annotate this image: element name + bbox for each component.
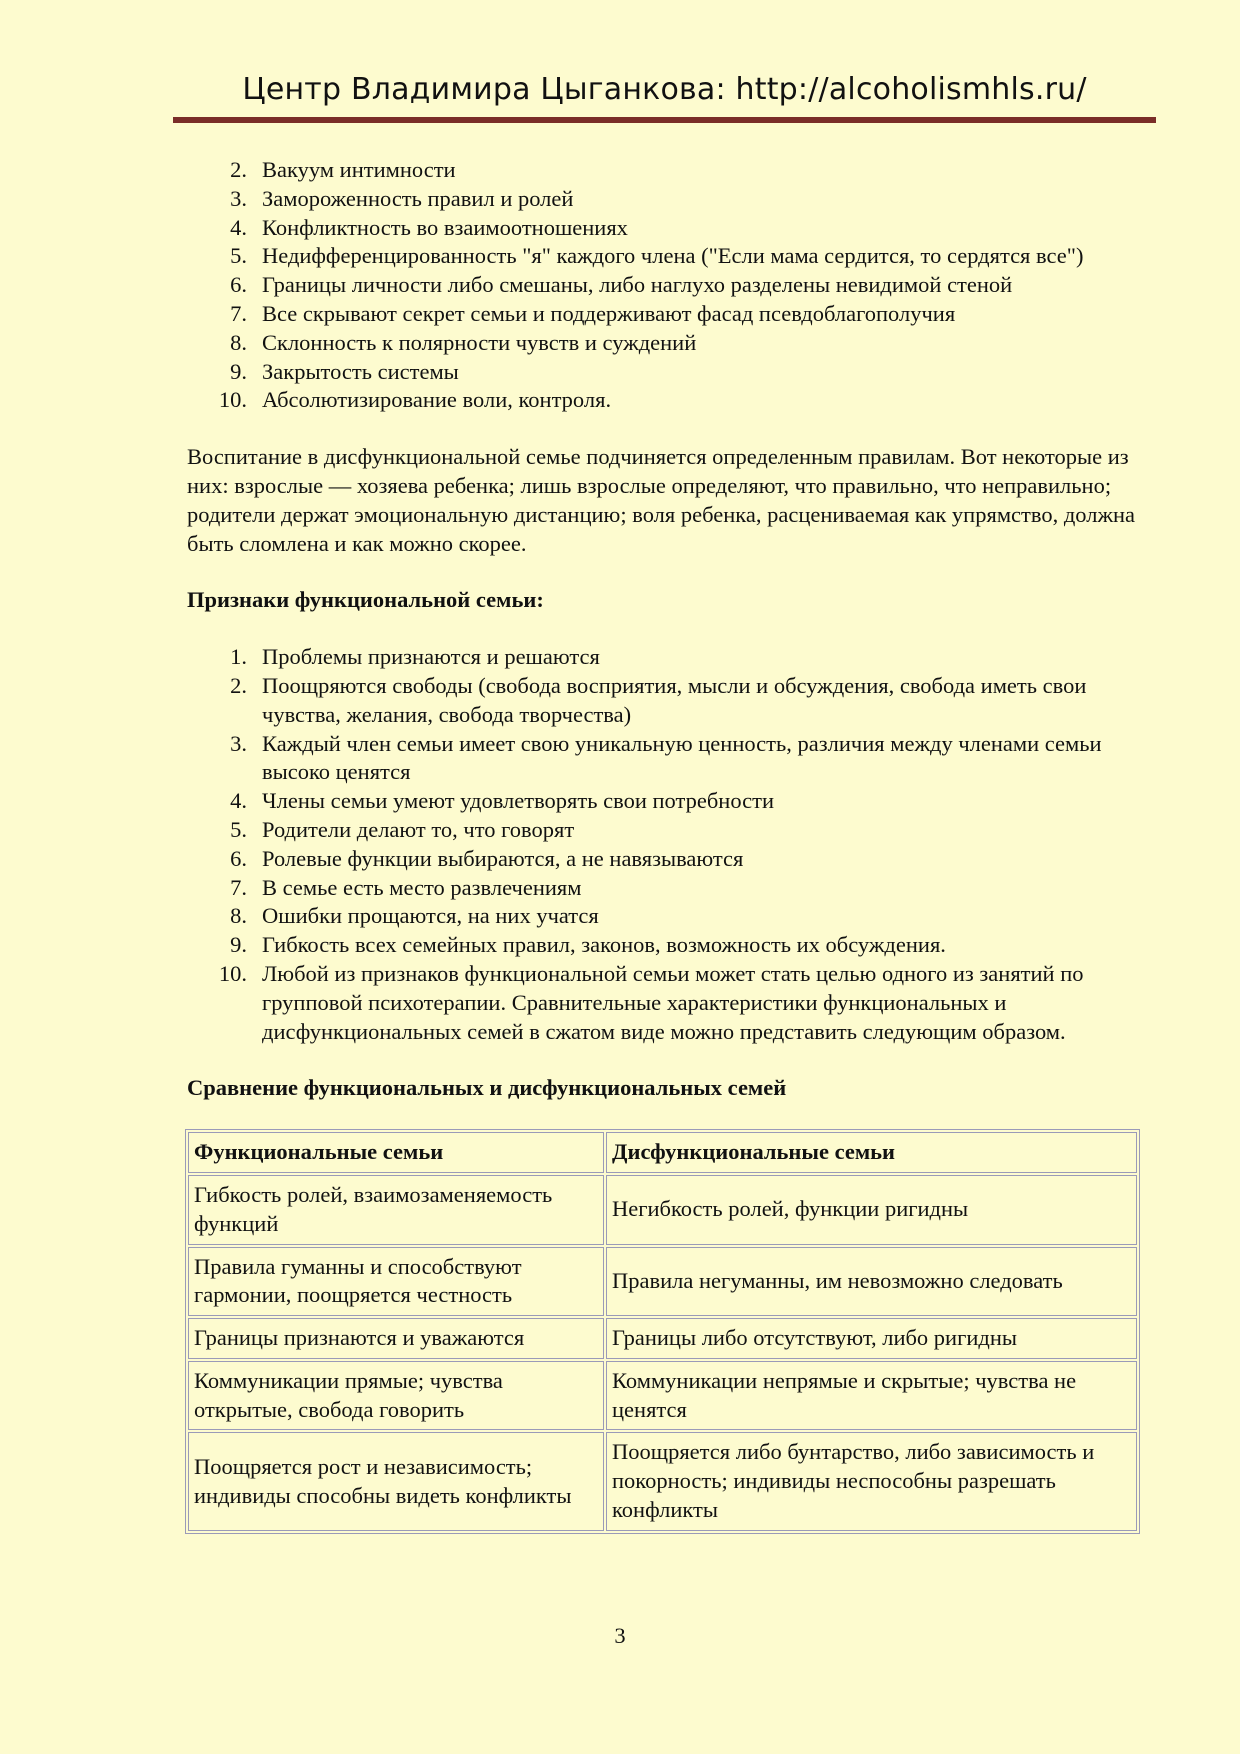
list-item: 3. Каждый член семьи имеет свою уникальную ценность, различия между членами семьи высоко ценятся (230, 730, 1102, 785)
document-body (187, 156, 1147, 1534)
header-divider (173, 117, 1156, 123)
list-item: 2. Поощряются свободы (свобода восприятия, мысли и обсуждения, свобода иметь свои чувства, желания, свобода творчества) (230, 672, 1087, 727)
functional-signs-list (187, 643, 1147, 1046)
functional-signs-heading: Признаки функциональной семьи: (187, 587, 544, 613)
table-cell: Негибкость ролей, функции ригидны (606, 1175, 1137, 1245)
table-cell: Поощряется либо бунтарство, либо зависимость и покорность; индивиды неспособны разрешать конфликты (606, 1432, 1137, 1530)
list-item: 9. Закрытость системы (230, 358, 459, 384)
list-item: 8. Ошибки прощаются, на них учатся (230, 903, 599, 929)
table-row (188, 1318, 1137, 1359)
list-item: 7. Все скрывают секрет семьи и поддерживают фасад псевдоблагополучия (230, 300, 956, 326)
list-item: 6. Ролевые функции выбираются, а не навязываются (230, 845, 744, 871)
list-item: 10. Абсолютизирование воли, контроля. (218, 387, 612, 413)
table-row (188, 1175, 1137, 1245)
list-item: 4. Конфликтность во взаимоотношениях (230, 214, 628, 240)
dysfunctional-signs-list (187, 156, 1147, 415)
table-row (188, 1432, 1137, 1530)
table-cell: Коммуникации прямые; чувства открытые, свобода говорить (188, 1361, 604, 1431)
comparison-table-title: Сравнение функциональных и дисфункциональных семей (187, 1075, 787, 1101)
list-item: 3. Замороженность правил и ролей (230, 185, 574, 211)
comparison-table (185, 1129, 1140, 1534)
table-cell: Коммуникации непрямые и скрытые; чувства не ценятся (606, 1361, 1137, 1431)
table-header-row (188, 1132, 1137, 1173)
list-item: 4. Члены семьи умеют удовлетворять свои потребности (230, 788, 774, 814)
list-item: 8. Склонность к полярности чувств и суждений (230, 329, 697, 355)
column-header-dysfunctional: Дисфункциональные семьи (606, 1132, 1137, 1173)
list-item: 6. Границы личности либо смешаны, либо наглухо разделены невидимой стеной (230, 272, 1013, 298)
table-cell: Границы признаются и уважаются (188, 1318, 604, 1359)
list-item: 2. Вакуум интимности (230, 157, 456, 182)
list-item: 5. Родители делают то, что говорят (230, 816, 575, 842)
column-header-functional: Функциональные семьи (188, 1132, 604, 1173)
table-cell: Гибкость ролей, взаимозаменяемость функций (188, 1175, 604, 1245)
table-row (188, 1247, 1137, 1317)
table-cell: Границы либо отсутствуют, либо ригидны (606, 1318, 1137, 1359)
list-item: 10. Любой из признаков функциональной семьи может стать целью одного из занятий по групповой психотерапии. Сравнительные характеристики функциональных и дисфункциональных семей в сжатом виде можно представить следующим образом. (218, 960, 1084, 1044)
table-row (188, 1361, 1137, 1431)
upbringing-paragraph: Воспитание в дисфункциональной семье подчиняется определенным правилам. Вот некоторые из них: взрослые — хозяева ребенка; лишь взрослые определяют, что правильно, что неправильно; родители держат эмоциональную дистанцию; воля ребенка, расцениваемая как упрямство, должна быть сломлена и как можно скорее. (187, 444, 1136, 556)
page-number: 3 (614, 1623, 626, 1648)
list-item: 7. В семье есть место развлечениям (230, 874, 582, 900)
page-header: Центр Владимира Цыганкова: http://alcoholismhls.ru/ (242, 72, 1087, 107)
table-cell: Правила негуманны, им невозможно следовать (606, 1247, 1137, 1317)
table-cell: Правила гуманны и способствуют гармонии, поощряется честность (188, 1247, 604, 1317)
list-item: 9. Гибкость всех семейных правил, законов, возможность их обсуждения. (230, 932, 946, 958)
list-item: 1. Проблемы признаются и решаются (230, 644, 600, 670)
list-item: 5. Недифференцированность "я" каждого члена ("Если мама сердится, то сердятся все") (230, 243, 1084, 269)
table-cell: Поощряется рост и независимость; индивиды способны видеть конфликты (188, 1432, 604, 1530)
